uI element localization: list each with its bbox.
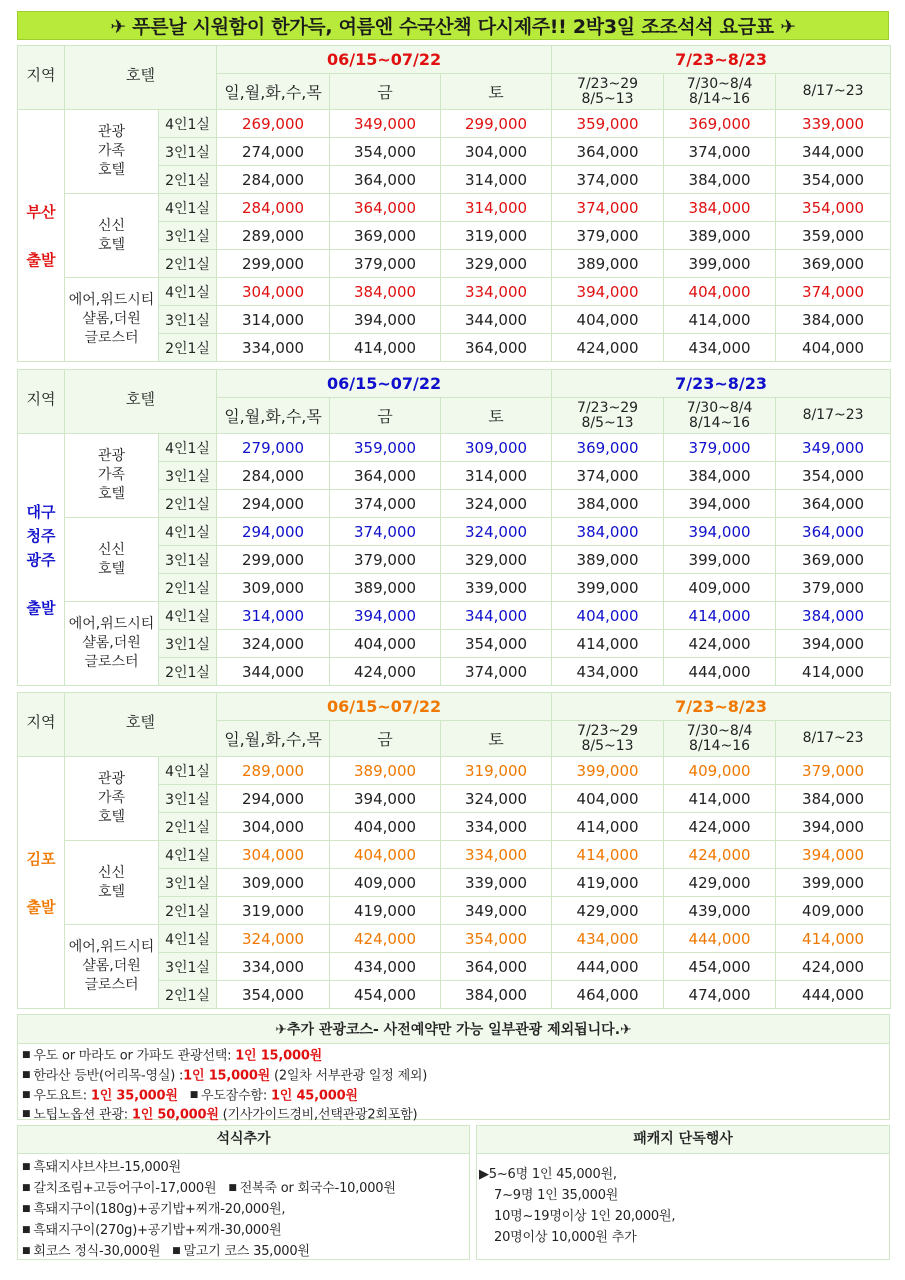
price-cell: 414,000 xyxy=(664,306,776,334)
price-cell: 339,000 xyxy=(441,869,552,897)
column-header: 8/17~23 xyxy=(776,398,891,434)
room-type: 4인1실 xyxy=(159,925,217,953)
price-cell: 309,000 xyxy=(217,574,330,602)
price-cell: 394,000 xyxy=(664,518,776,546)
price-cell: 384,000 xyxy=(552,518,664,546)
price-cell: 374,000 xyxy=(441,658,552,686)
room-type: 2인1실 xyxy=(159,658,217,686)
table-row xyxy=(18,925,891,953)
price-cell: 394,000 xyxy=(776,841,891,869)
price-cell: 394,000 xyxy=(776,813,891,841)
hotel-name: 관광 가족 호텔 xyxy=(65,110,159,194)
column-header: 토 xyxy=(441,398,552,434)
price-cell: 404,000 xyxy=(330,630,441,658)
price-cell: 334,000 xyxy=(441,278,552,306)
room-type: 3인1실 xyxy=(159,462,217,490)
room-type: 2인1실 xyxy=(159,981,217,1009)
hotel-name: 에어,위드시티 샬롬,더원 글로스터 xyxy=(65,925,159,1009)
extra-course-item xyxy=(22,1066,889,1086)
bullet-icon: ■ xyxy=(22,1050,31,1060)
extra-course-text: 한라산 등반(어리목-영실) : xyxy=(33,1068,184,1083)
price-cell: 429,000 xyxy=(664,869,776,897)
price-cell: 319,000 xyxy=(441,222,552,250)
price-cell: 284,000 xyxy=(217,166,330,194)
price-cell: 319,000 xyxy=(441,757,552,785)
price-cell: 419,000 xyxy=(552,869,664,897)
price-cell: 344,000 xyxy=(441,602,552,630)
meal-item xyxy=(22,1157,469,1178)
price-cell: 329,000 xyxy=(441,546,552,574)
meal-text: 전복죽 or 회국수-10,000원 xyxy=(239,1181,396,1196)
extra-course-item xyxy=(22,1086,889,1106)
price-cell: 414,000 xyxy=(330,334,441,362)
price-cell: 384,000 xyxy=(330,278,441,306)
meal-item xyxy=(22,1199,469,1220)
price-cell: 304,000 xyxy=(217,278,330,306)
column-header: 7/30~8/4 8/14~16 xyxy=(664,398,776,434)
price-cell: 394,000 xyxy=(664,490,776,518)
price-cell: 424,000 xyxy=(552,334,664,362)
price-cell: 384,000 xyxy=(776,306,891,334)
price-cell: 409,000 xyxy=(664,574,776,602)
column-header: 금 xyxy=(330,398,441,434)
price-cell: 399,000 xyxy=(664,546,776,574)
hotel-name: 신신 호텔 xyxy=(65,518,159,602)
period-header: 06/15~07/22 xyxy=(217,693,552,721)
price-cell: 414,000 xyxy=(552,841,664,869)
extra-course-note: (2일차 서부관광 일정 제외) xyxy=(270,1068,428,1083)
price-cell: 359,000 xyxy=(776,222,891,250)
price-cell: 394,000 xyxy=(330,785,441,813)
table-row xyxy=(18,434,891,462)
price-cell: 429,000 xyxy=(552,897,664,925)
period-header: 06/15~07/22 xyxy=(217,370,552,398)
column-header: 7/23~29 8/5~13 xyxy=(552,721,664,757)
price-cell: 274,000 xyxy=(217,138,330,166)
price-cell: 334,000 xyxy=(217,953,330,981)
price-cell: 394,000 xyxy=(552,278,664,306)
meal-text: 흑돼지구이(180g)+공기밥+찌개-20,000원, xyxy=(33,1202,286,1217)
price-cell: 444,000 xyxy=(664,658,776,686)
price-cell: 404,000 xyxy=(776,334,891,362)
package-title: 패캐지 단독행사 xyxy=(477,1126,889,1154)
room-type: 4인1실 xyxy=(159,602,217,630)
meal-text: 흑돼지샤브샤브-15,000원 xyxy=(33,1160,181,1175)
column-header: 일,월,화,수,목 xyxy=(217,721,330,757)
room-type: 3인1실 xyxy=(159,869,217,897)
price-cell: 379,000 xyxy=(552,222,664,250)
package-item: ▶5~6명 1인 45,000원, xyxy=(479,1167,617,1182)
price-cell: 389,000 xyxy=(664,222,776,250)
price-cell: 424,000 xyxy=(664,841,776,869)
meal-box xyxy=(17,1125,470,1260)
price-cell: 444,000 xyxy=(664,925,776,953)
price-cell: 389,000 xyxy=(330,574,441,602)
room-type: 4인1실 xyxy=(159,841,217,869)
price-cell: 409,000 xyxy=(664,757,776,785)
region-header: 지역 xyxy=(18,693,65,757)
room-type: 2인1실 xyxy=(159,813,217,841)
price-cell: 419,000 xyxy=(330,897,441,925)
price-cell: 394,000 xyxy=(330,602,441,630)
price-cell: 364,000 xyxy=(441,334,552,362)
price-cell: 334,000 xyxy=(441,813,552,841)
meal-text: 갈치조림+고등어구이-17,000원 xyxy=(33,1181,217,1196)
price-cell: 334,000 xyxy=(217,334,330,362)
table-row xyxy=(18,110,891,138)
price-cell: 374,000 xyxy=(330,490,441,518)
price-cell: 349,000 xyxy=(776,434,891,462)
price-cell: 399,000 xyxy=(552,757,664,785)
price-cell: 399,000 xyxy=(776,869,891,897)
bullet-icon: ■ xyxy=(22,1204,31,1214)
room-type: 3인1실 xyxy=(159,953,217,981)
price-cell: 389,000 xyxy=(552,546,664,574)
departure-region: 부산 출발 xyxy=(18,110,65,362)
period-header: 06/15~07/22 xyxy=(217,46,552,74)
page-banner-title: ✈ 푸른날 시원함이 한가득, 여름엔 수국산책 다시제주!! 2박3일 조조석석 요금표 ✈ xyxy=(17,11,889,40)
price-cell: 424,000 xyxy=(664,630,776,658)
hotel-name: 신신 호텔 xyxy=(65,194,159,278)
price-cell: 269,000 xyxy=(217,110,330,138)
price-cell: 314,000 xyxy=(441,462,552,490)
price-cell: 369,000 xyxy=(776,250,891,278)
price-cell: 424,000 xyxy=(330,925,441,953)
price-cell: 474,000 xyxy=(664,981,776,1009)
room-type: 3인1실 xyxy=(159,785,217,813)
price-cell: 414,000 xyxy=(664,785,776,813)
price-cell: 374,000 xyxy=(330,518,441,546)
table-row xyxy=(18,602,891,630)
hotel-header: 호텔 xyxy=(65,370,217,434)
price-cell: 424,000 xyxy=(776,953,891,981)
bullet-icon: ■ xyxy=(228,1183,237,1193)
price-cell: 384,000 xyxy=(776,602,891,630)
hotel-header: 호텔 xyxy=(65,46,217,110)
price-cell: 364,000 xyxy=(552,138,664,166)
price-cell: 404,000 xyxy=(552,785,664,813)
bullet-icon: ■ xyxy=(22,1162,31,1172)
price-cell: 369,000 xyxy=(330,222,441,250)
meal-text: 말고기 코스 35,000원 xyxy=(183,1244,310,1259)
column-header: 토 xyxy=(441,74,552,110)
price-cell: 354,000 xyxy=(441,630,552,658)
bullet-icon: ■ xyxy=(22,1109,31,1120)
price-cell: 379,000 xyxy=(664,434,776,462)
price-cell: 364,000 xyxy=(441,953,552,981)
price-cell: 354,000 xyxy=(776,166,891,194)
price-cell: 324,000 xyxy=(217,630,330,658)
price-cell: 439,000 xyxy=(664,897,776,925)
bullet-icon: ■ xyxy=(22,1225,31,1235)
extra-course-text: 우도요트: xyxy=(33,1087,91,1103)
price-cell: 379,000 xyxy=(776,574,891,602)
extra-course-price: 1인 45,000원 xyxy=(270,1087,358,1103)
extra-course-box xyxy=(17,1014,890,1123)
price-cell: 369,000 xyxy=(552,434,664,462)
price-table xyxy=(17,692,891,1009)
price-cell: 354,000 xyxy=(776,194,891,222)
price-cell: 309,000 xyxy=(441,434,552,462)
price-cell: 374,000 xyxy=(776,278,891,306)
price-cell: 434,000 xyxy=(330,953,441,981)
column-header: 금 xyxy=(330,721,441,757)
price-cell: 414,000 xyxy=(552,630,664,658)
price-cell: 414,000 xyxy=(776,658,891,686)
room-type: 4인1실 xyxy=(159,434,217,462)
price-cell: 374,000 xyxy=(664,138,776,166)
price-cell: 349,000 xyxy=(330,110,441,138)
price-cell: 299,000 xyxy=(441,110,552,138)
price-table xyxy=(17,369,891,686)
room-type: 4인1실 xyxy=(159,757,217,785)
price-cell: 404,000 xyxy=(552,602,664,630)
extra-course-price: 1인 15,000원 xyxy=(235,1048,323,1064)
extra-course-note: (기사가이드경비,선택관광2회포함) xyxy=(218,1107,418,1123)
room-type: 3인1실 xyxy=(159,546,217,574)
room-type: 4인1실 xyxy=(159,518,217,546)
package-item: 7~9명 1인 35,000원 xyxy=(494,1188,619,1203)
price-cell: 399,000 xyxy=(552,574,664,602)
column-header: 일,월,화,수,목 xyxy=(217,398,330,434)
period-header: 7/23~8/23 xyxy=(552,693,891,721)
room-type: 4인1실 xyxy=(159,110,217,138)
price-cell: 289,000 xyxy=(217,757,330,785)
room-type: 2인1실 xyxy=(159,166,217,194)
meal-title: 석식추가 xyxy=(18,1126,469,1154)
price-cell: 314,000 xyxy=(441,194,552,222)
column-header: 금 xyxy=(330,74,441,110)
table-row xyxy=(18,841,891,869)
price-cell: 294,000 xyxy=(217,490,330,518)
table-row xyxy=(18,757,891,785)
room-type: 4인1실 xyxy=(159,194,217,222)
bullet-icon: ■ xyxy=(22,1183,31,1193)
price-cell: 314,000 xyxy=(441,166,552,194)
price-cell: 364,000 xyxy=(330,462,441,490)
price-cell: 364,000 xyxy=(776,518,891,546)
price-cell: 364,000 xyxy=(330,166,441,194)
price-cell: 399,000 xyxy=(664,250,776,278)
hotel-header: 호텔 xyxy=(65,693,217,757)
hotel-name: 에어,위드시티 샬롬,더원 글로스터 xyxy=(65,602,159,686)
bullet-icon: ■ xyxy=(189,1089,199,1100)
price-cell: 379,000 xyxy=(330,250,441,278)
meal-item xyxy=(22,1241,469,1262)
price-cell: 389,000 xyxy=(330,757,441,785)
price-cell: 409,000 xyxy=(776,897,891,925)
price-cell: 354,000 xyxy=(217,981,330,1009)
price-cell: 309,000 xyxy=(217,869,330,897)
extra-course-price: 1인 15,000원 xyxy=(183,1068,271,1083)
hotel-name: 관광 가족 호텔 xyxy=(65,757,159,841)
departure-region: 김포 출발 xyxy=(18,757,65,1009)
bullet-icon: ■ xyxy=(172,1246,181,1256)
region-header: 지역 xyxy=(18,46,65,110)
price-cell: 384,000 xyxy=(552,490,664,518)
room-type: 3인1실 xyxy=(159,138,217,166)
price-cell: 374,000 xyxy=(552,194,664,222)
column-header: 토 xyxy=(441,721,552,757)
price-cell: 394,000 xyxy=(776,630,891,658)
price-cell: 384,000 xyxy=(664,194,776,222)
bullet-icon: ■ xyxy=(22,1089,31,1100)
price-cell: 339,000 xyxy=(441,574,552,602)
price-cell: 354,000 xyxy=(330,138,441,166)
price-cell: 434,000 xyxy=(552,658,664,686)
price-cell: 404,000 xyxy=(664,278,776,306)
period-header: 7/23~8/23 xyxy=(552,370,891,398)
hotel-name: 신신 호텔 xyxy=(65,841,159,925)
column-header: 7/23~29 8/5~13 xyxy=(552,398,664,434)
price-cell: 444,000 xyxy=(776,981,891,1009)
hotel-name: 관광 가족 호텔 xyxy=(65,434,159,518)
price-cell: 434,000 xyxy=(664,334,776,362)
price-cell: 464,000 xyxy=(552,981,664,1009)
bullet-icon: ■ xyxy=(22,1246,31,1256)
meal-item xyxy=(22,1220,469,1241)
price-cell: 304,000 xyxy=(217,813,330,841)
price-cell: 339,000 xyxy=(776,110,891,138)
table-row xyxy=(18,278,891,306)
extra-course-title: ✈추가 관광코스- 사전예약만 가능 일부관광 제외됩니다.✈ xyxy=(18,1015,889,1044)
room-type: 3인1실 xyxy=(159,306,217,334)
price-cell: 324,000 xyxy=(441,490,552,518)
region-header: 지역 xyxy=(18,370,65,434)
price-cell: 454,000 xyxy=(330,981,441,1009)
price-cell: 369,000 xyxy=(664,110,776,138)
price-cell: 329,000 xyxy=(441,250,552,278)
price-cell: 374,000 xyxy=(552,462,664,490)
price-cell: 284,000 xyxy=(217,194,330,222)
room-type: 3인1실 xyxy=(159,222,217,250)
price-cell: 304,000 xyxy=(441,138,552,166)
price-cell: 299,000 xyxy=(217,250,330,278)
column-header: 8/17~23 xyxy=(776,74,891,110)
hotel-name: 에어,위드시티 샬롬,더원 글로스터 xyxy=(65,278,159,362)
price-cell: 354,000 xyxy=(776,462,891,490)
extra-course-text: 우도 or 마라도 or 가파도 관광선택: xyxy=(33,1048,236,1064)
price-cell: 359,000 xyxy=(330,434,441,462)
price-cell: 394,000 xyxy=(330,306,441,334)
price-cell: 384,000 xyxy=(776,785,891,813)
price-table xyxy=(17,45,891,362)
room-type: 4인1실 xyxy=(159,278,217,306)
price-cell: 414,000 xyxy=(552,813,664,841)
departure-region: 대구 청주 광주 출발 xyxy=(18,434,65,686)
package-item: 20명이상 10,000원 추가 xyxy=(494,1230,637,1245)
extra-course-price: 1인 50,000원 xyxy=(131,1107,219,1123)
column-header: 일,월,화,수,목 xyxy=(217,74,330,110)
package-item: 10명~19명이상 1인 20,000원, xyxy=(494,1209,676,1224)
price-cell: 294,000 xyxy=(217,785,330,813)
price-cell: 409,000 xyxy=(330,869,441,897)
price-cell: 424,000 xyxy=(330,658,441,686)
price-cell: 454,000 xyxy=(664,953,776,981)
price-cell: 384,000 xyxy=(664,166,776,194)
price-cell: 434,000 xyxy=(552,925,664,953)
package-box xyxy=(476,1125,890,1260)
price-cell: 294,000 xyxy=(217,518,330,546)
period-header: 7/23~8/23 xyxy=(552,46,891,74)
price-cell: 404,000 xyxy=(330,841,441,869)
price-cell: 349,000 xyxy=(441,897,552,925)
room-type: 2인1실 xyxy=(159,490,217,518)
price-cell: 384,000 xyxy=(441,981,552,1009)
price-cell: 374,000 xyxy=(552,166,664,194)
price-cell: 379,000 xyxy=(330,546,441,574)
price-cell: 369,000 xyxy=(776,546,891,574)
price-cell: 344,000 xyxy=(776,138,891,166)
extra-course-text: 우도잠수함: xyxy=(201,1087,271,1103)
price-cell: 364,000 xyxy=(776,490,891,518)
column-header: 7/30~8/4 8/14~16 xyxy=(664,721,776,757)
price-cell: 404,000 xyxy=(330,813,441,841)
price-cell: 384,000 xyxy=(664,462,776,490)
column-header: 7/23~29 8/5~13 xyxy=(552,74,664,110)
room-type: 2인1실 xyxy=(159,897,217,925)
price-cell: 414,000 xyxy=(664,602,776,630)
price-cell: 324,000 xyxy=(441,785,552,813)
price-cell: 354,000 xyxy=(441,925,552,953)
price-cell: 304,000 xyxy=(217,841,330,869)
price-cell: 324,000 xyxy=(441,518,552,546)
price-cell: 444,000 xyxy=(552,953,664,981)
meal-text: 흑돼지구이(270g)+공기밥+찌개-30,000원 xyxy=(33,1223,282,1238)
meal-item xyxy=(22,1178,469,1199)
bullet-icon: ■ xyxy=(22,1069,31,1080)
extra-course-price: 1인 35,000원 xyxy=(90,1087,178,1103)
price-cell: 379,000 xyxy=(776,757,891,785)
column-header: 8/17~23 xyxy=(776,721,891,757)
price-cell: 334,000 xyxy=(441,841,552,869)
column-header: 7/30~8/4 8/14~16 xyxy=(664,74,776,110)
price-cell: 289,000 xyxy=(217,222,330,250)
price-cell: 319,000 xyxy=(217,897,330,925)
price-cell: 299,000 xyxy=(217,546,330,574)
price-cell: 314,000 xyxy=(217,602,330,630)
price-cell: 364,000 xyxy=(330,194,441,222)
extra-course-item xyxy=(22,1105,889,1125)
room-type: 3인1실 xyxy=(159,630,217,658)
table-row xyxy=(18,194,891,222)
price-cell: 359,000 xyxy=(552,110,664,138)
meal-text: 회코스 정식-30,000원 xyxy=(33,1244,161,1259)
room-type: 2인1실 xyxy=(159,334,217,362)
price-cell: 344,000 xyxy=(217,658,330,686)
price-cell: 324,000 xyxy=(217,925,330,953)
extra-course-item xyxy=(22,1046,889,1066)
price-cell: 389,000 xyxy=(552,250,664,278)
price-cell: 424,000 xyxy=(664,813,776,841)
price-cell: 314,000 xyxy=(217,306,330,334)
price-cell: 344,000 xyxy=(441,306,552,334)
extra-course-text: 노팁노옵션 관광: xyxy=(33,1107,132,1123)
price-cell: 404,000 xyxy=(552,306,664,334)
price-cell: 284,000 xyxy=(217,462,330,490)
room-type: 2인1실 xyxy=(159,250,217,278)
price-cell: 414,000 xyxy=(776,925,891,953)
room-type: 2인1실 xyxy=(159,574,217,602)
table-row xyxy=(18,518,891,546)
price-cell: 279,000 xyxy=(217,434,330,462)
